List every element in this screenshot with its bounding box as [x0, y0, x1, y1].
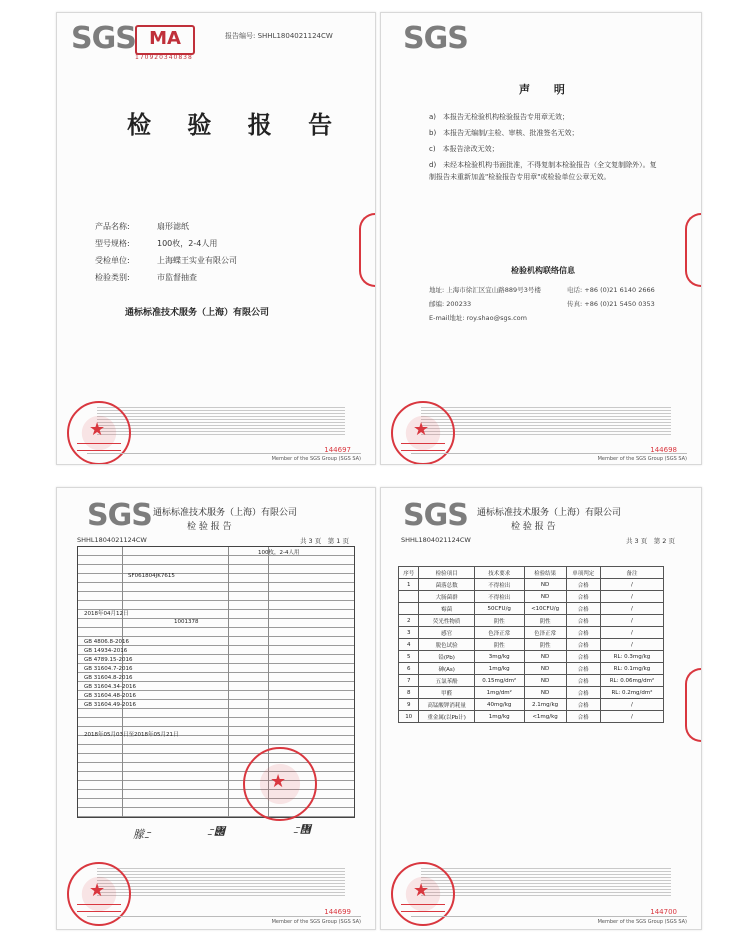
table-cell: 6 [399, 663, 419, 675]
table-cell: 霉菌 [419, 603, 475, 615]
standard-item: GB 4806.8-2016 [84, 639, 130, 645]
table-cell: RL: 0.1mg/kg [600, 663, 663, 675]
table-cell: 甲醛 [419, 687, 475, 699]
table-cell: 1mg/kg [474, 663, 524, 675]
page-footer: Member of the SGS Group (SGS SA) [87, 453, 361, 462]
standard-item: GB 14934-2016 [84, 648, 128, 654]
table-cell: / [600, 627, 663, 639]
results-table [398, 566, 664, 723]
table-cell: 合格 [566, 615, 600, 627]
fine-print-terms [97, 405, 345, 435]
standard-item: GB 31604.7-2016 [84, 666, 133, 672]
contact-row-postcode: 邮编: 200233 传真: +86 (0)21 5450 0353 [429, 300, 655, 308]
report-info-table [77, 546, 355, 818]
serial-number: 144698 [650, 446, 677, 454]
report-cover-page [56, 12, 376, 465]
table-row [399, 603, 664, 615]
table-cell: 合格 [566, 651, 600, 663]
table-cell: 7 [399, 675, 419, 687]
table-cell: RL: 0.06mg/dm² [600, 675, 663, 687]
table-row [399, 663, 664, 675]
table-cell: 9 [399, 699, 419, 711]
star-icon: ★ [270, 771, 287, 792]
col-header: 技术要求 [474, 567, 524, 579]
standard-item: GB 31604.48-2016 [84, 693, 137, 699]
table-cell: 40mg/kg [474, 699, 524, 711]
star-icon: ★ [89, 419, 106, 440]
sgs-logo: SGS [87, 498, 152, 533]
table-cell: RL: 0.2mg/dm² [600, 687, 663, 699]
table-cell: 2 [399, 615, 419, 627]
table-row [399, 615, 664, 627]
table-cell: 阴性 [524, 639, 566, 651]
table-cell: 阴性 [474, 639, 524, 651]
page-number: 共 3 页 第 1 页 [299, 537, 349, 545]
testing-company-name: 通标标准技术服务（上海）有限公司 [125, 308, 270, 318]
table-row [399, 687, 664, 699]
serial-number: 144699 [324, 908, 351, 916]
table-cell: 4 [399, 639, 419, 651]
declaration-item: d) 未经本检验机构书面批准，不得复制本检验报告（全文复制除外）。复制报告未重新加盖"检验报告专用章"或检验单位公章无效。 [429, 161, 657, 181]
table-cell: / [600, 591, 663, 603]
signature-compiler: 䑃ᝃ [133, 828, 151, 841]
page-footer: Member of the SGS Group (SGS SA) [411, 916, 687, 925]
table-cell: 合格 [566, 591, 600, 603]
table-cell: 合格 [566, 627, 600, 639]
seam-stamp [685, 213, 701, 287]
table-cell: 合格 [566, 699, 600, 711]
declaration-title: 声 明 [519, 83, 575, 96]
col-header: 单项判定 [566, 567, 600, 579]
star-icon: ★ [89, 880, 106, 901]
field-inspection-type: 检验类别: 市监督抽查 [95, 273, 197, 282]
table-cell: 阴性 [524, 615, 566, 627]
declaration-page [380, 12, 702, 465]
table-cell: RL: 0.3mg/kg [600, 651, 663, 663]
page-footer: Member of the SGS Group (SGS SA) [411, 453, 687, 462]
table-row [399, 675, 664, 687]
report-detail-page [56, 487, 376, 930]
header-org-name: 通标标准技术服务（上海）有限公司 [153, 508, 298, 518]
sample-number: SF061804JK7615 [128, 573, 175, 579]
col-header: 序号 [399, 567, 419, 579]
standard-item: GB 31604.34-2016 [84, 684, 137, 690]
field-model: 型号规格: 100枚，2-4人用 [95, 239, 218, 248]
table-row [399, 699, 664, 711]
header-subtitle: 检 验 报 告 [511, 522, 556, 532]
table-cell: 脱色试验 [419, 639, 475, 651]
sgs-logo: SGS [71, 21, 136, 56]
report-number: SHHL1804021124CW [401, 536, 471, 544]
table-cell: ND [524, 651, 566, 663]
header-org-name: 通标标准技术服务（上海）有限公司 [477, 508, 622, 518]
table-cell: <1mg/kg [524, 711, 566, 723]
contact-row-address: 地址: 上海市徐汇区宜山路889号3号楼 电话: +86 (0)21 6140 2666 [429, 286, 655, 294]
table-cell: 色泽正常 [524, 627, 566, 639]
report-number-label: 报告编号: [225, 32, 256, 40]
standard-item: GB 4789.15-2016 [84, 657, 133, 663]
table-cell: 1 [399, 579, 419, 591]
fine-print-terms [97, 866, 345, 896]
table-cell: 铅(Pb) [419, 651, 475, 663]
table-cell: 1mg/dm² [474, 687, 524, 699]
field-product-name: 产品名称: 扇形滤纸 [95, 222, 189, 231]
contact-row-email: E-mail地址: roy.shao@sgs.com [429, 314, 527, 322]
declaration-item: c) 本报告涂改无效； [429, 145, 499, 153]
table-row [399, 639, 664, 651]
signature-approver: ᝃ᝖ [293, 823, 311, 836]
table-cell: <10CFU/g [524, 603, 566, 615]
fine-print-terms [421, 866, 671, 896]
table-cell: 不得检出 [474, 579, 524, 591]
table-cell: 色泽正常 [474, 627, 524, 639]
table-cell: 8 [399, 687, 419, 699]
table-cell: 合格 [566, 687, 600, 699]
seam-stamp [359, 213, 375, 287]
table-cell: 重金属(以Pb计) [419, 711, 475, 723]
standard-item: GB 31604.49-2016 [84, 702, 137, 708]
table-cell: 阴性 [474, 615, 524, 627]
table-cell: / [600, 615, 663, 627]
field-inspected-unit: 受检单位: 上海蝶王实业有限公司 [95, 256, 237, 265]
table-cell: 合格 [566, 663, 600, 675]
table-cell: 不得检出 [474, 591, 524, 603]
contact-info-title: 检验机构联络信息 [511, 266, 575, 275]
table-cell: 合格 [566, 579, 600, 591]
table-cell: 大肠菌群 [419, 591, 475, 603]
sample-quantity: 1001378 [174, 619, 199, 625]
ma-certification-mark: MA [135, 25, 195, 55]
table-cell: / [600, 603, 663, 615]
table-cell: 10 [399, 711, 419, 723]
table-cell: 50CFU/g [474, 603, 524, 615]
table-row [399, 711, 664, 723]
table-cell: 5 [399, 651, 419, 663]
table-cell: / [600, 711, 663, 723]
page-title: 检 验 报 告 [127, 110, 347, 139]
table-row [399, 591, 664, 603]
results-header-row [399, 567, 664, 579]
signature-reviewer: ᝃ݌ [207, 825, 225, 838]
standard-item: GB 31604.8-2016 [84, 675, 133, 681]
table-cell: 3 [399, 627, 419, 639]
declaration-item: b) 本报告无编制/主检、审核、批准签名无效； [429, 129, 579, 137]
sample-date: 2018年04月12日 [84, 611, 129, 617]
fine-print-terms [421, 405, 671, 435]
table-cell: 菌落总数 [419, 579, 475, 591]
col-header: 检验项目 [419, 567, 475, 579]
ma-number: 170920340838 [135, 54, 193, 61]
col-header: 备注 [600, 567, 663, 579]
page-number: 共 3 页 第 2 页 [625, 537, 675, 545]
table-cell: 砷(As) [419, 663, 475, 675]
serial-number: 144700 [650, 908, 677, 916]
table-cell: ND [524, 579, 566, 591]
table-cell: 合格 [566, 675, 600, 687]
table-cell: 1mg/kg [474, 711, 524, 723]
table-cell: ND [524, 663, 566, 675]
table-cell: 合格 [566, 711, 600, 723]
table-cell: 感官 [419, 627, 475, 639]
table-row [399, 651, 664, 663]
table-cell: 荧光性物质 [419, 615, 475, 627]
serial-number: 144697 [324, 446, 351, 454]
table-cell: 3mg/kg [474, 651, 524, 663]
report-number [225, 31, 333, 41]
table-cell: 2.1mg/kg [524, 699, 566, 711]
table-cell: ND [524, 675, 566, 687]
sgs-logo: SGS [403, 21, 468, 56]
star-icon: ★ [413, 880, 430, 901]
table-cell: ND [524, 591, 566, 603]
table-cell: 五氯苯酚 [419, 675, 475, 687]
table-cell: / [600, 699, 663, 711]
table-cell: 高锰酸钾消耗量 [419, 699, 475, 711]
sgs-logo: SGS [403, 498, 468, 533]
table-cell: 合格 [566, 603, 600, 615]
table-cell: / [600, 639, 663, 651]
table-cell: 合格 [566, 639, 600, 651]
declaration-item: a) 本报告无检验机构检验报告专用章无效； [429, 113, 570, 121]
table-cell [399, 603, 419, 615]
table-cell: / [600, 579, 663, 591]
col-header: 检验结果 [524, 567, 566, 579]
page-footer: Member of the SGS Group (SGS SA) [87, 916, 361, 925]
seam-stamp [685, 668, 701, 742]
table-cell: ND [524, 687, 566, 699]
report-number-value: SHHL1804021124CW [257, 32, 333, 40]
table-cell [399, 591, 419, 603]
table-row [399, 579, 664, 591]
model-value: 100枚，2-4人用 [258, 550, 300, 556]
star-icon: ★ [413, 419, 430, 440]
inspection-seal [243, 747, 317, 821]
header-subtitle: 检 验 报 告 [187, 522, 232, 532]
test-date-range: 2018年05月03日至2018年05月21日 [84, 732, 179, 738]
table-row [399, 627, 664, 639]
report-number: SHHL1804021124CW [77, 536, 147, 544]
table-cell: 0.15mg/dm² [474, 675, 524, 687]
